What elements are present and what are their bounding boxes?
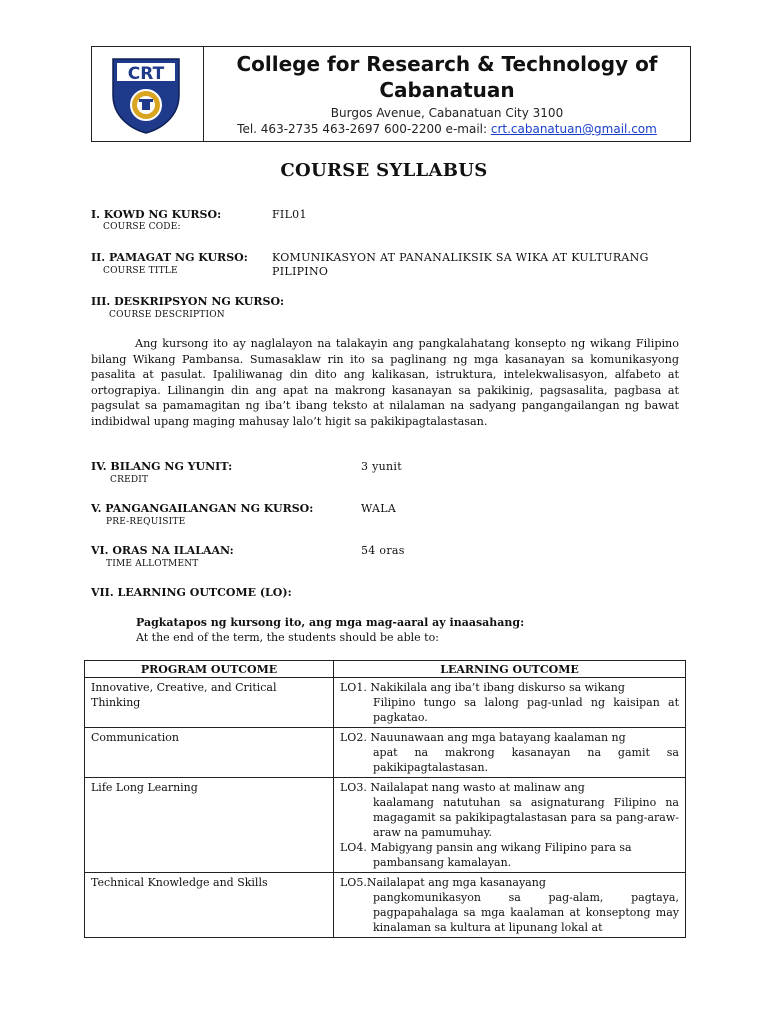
course-code-sublabel: COURSE CODE: [103, 222, 181, 232]
course-code-value: FIL01 [272, 208, 307, 221]
contact-phones: Tel. 463-2735 463-2697 600-2200 e-mail: [237, 122, 491, 136]
course-description-label: III. DESKRIPSYON NG KURSO: [91, 295, 285, 308]
lo-continuation: kaalamang natutuhan sa asignaturang Filipino na magagamit sa pakikipagtalastasan para sa pang-araw-araw na pamumuhay. [373, 796, 679, 839]
course-description-text [91, 336, 679, 430]
lo-continuation: pangkomunikasyon sa pag-alam, pagtaya, pagpapahalaga sa mga kaalaman at konseptong may kinalaman sa kultura at lipunang lokal at [373, 891, 679, 934]
learning-outcome-cell [334, 778, 686, 873]
program-outcome-cell: Innovative, Creative, and Critical Thinking [85, 678, 334, 728]
lo-intro-filipino: Pagkatapos ng kursong ito, ang mga mag-aaral ay inaasahang: [136, 616, 525, 629]
time-allotment-value: 54 oras [361, 544, 405, 557]
table-row [85, 728, 686, 778]
lo-intro-english: At the end of the term, the students should be able to: [136, 631, 439, 644]
table-header-row [85, 661, 686, 678]
learning-outcome-cell [334, 873, 686, 938]
prerequisite-label: V. PANGANGAILANGAN NG KURSO: [91, 502, 314, 515]
course-code-label: I. KOWD NG KURSO: [91, 208, 222, 221]
learning-outcome-header: LEARNING OUTCOME [334, 661, 686, 678]
table-row [85, 678, 686, 728]
learning-outcome-label: VII. LEARNING OUTCOME (LO): [91, 586, 292, 599]
document-title: COURSE SYLLABUS [280, 160, 488, 181]
prerequisite-value: WALA [361, 502, 397, 515]
lo-continuation: apat na makrong kasanayan na gamit sa pakikipagtalastasan. [373, 746, 679, 774]
lo-continuation: Filipino tungo sa lalong pag-unlad ng kaisipan at pagkatao. [373, 696, 679, 724]
credit-label: IV. BILANG NG YUNIT: [91, 460, 233, 473]
credit-sublabel: CREDIT [110, 475, 149, 485]
outcomes-table [84, 660, 686, 938]
logo-text: CRT [127, 64, 165, 84]
lo-first-line: LO5.Nailalapat ang mga kasanayang [340, 876, 546, 889]
credit-value: 3 yunit [361, 460, 402, 473]
learning-outcome-cell [334, 728, 686, 778]
lo-first-line: LO1. Nakikilala ang iba’t ibang diskurso sa wikang [340, 681, 625, 694]
logo-cell [92, 47, 204, 141]
program-outcome-cell: Communication [85, 728, 334, 778]
school-contact [204, 121, 690, 137]
course-title-label: II. PAMAGAT NG KURSO: [91, 251, 248, 264]
letterhead [91, 46, 691, 142]
course-title-value-line2: PILIPINO [272, 265, 329, 278]
school-address: Burgos Avenue, Cabanatuan City 3100 [330, 106, 564, 120]
program-outcome-cell: Technical Knowledge and Skills [85, 873, 334, 938]
lo-first-line: LO4. Mabigyang pansin ang wikang Filipino para sa [340, 841, 632, 854]
lo-first-line: LO2. Nauunawaan ang mga batayang kaalaman ng [340, 731, 626, 744]
time-allotment-label: VI. ORAS NA ILALAAN: [91, 544, 234, 557]
table-row [85, 778, 686, 873]
program-outcome-header: PROGRAM OUTCOME [85, 661, 334, 678]
school-info [204, 47, 690, 137]
crt-shield-logo [109, 55, 183, 135]
school-name: College for Research & Technology of Cabanatuan [236, 52, 658, 102]
table-row [85, 873, 686, 938]
course-title-value-line1: KOMUNIKASYON AT PANANALIKSIK SA WIKA AT KULTURANG [272, 251, 649, 264]
course-title-sublabel: COURSE TITLE [103, 266, 178, 276]
lo-continuation: pambansang kamalayan. [373, 856, 512, 869]
lo-first-line: LO3. Nailalapat nang wasto at malinaw ang [340, 781, 585, 794]
learning-outcome-cell [334, 678, 686, 728]
time-allotment-sublabel: TIME ALLOTMENT [106, 559, 199, 569]
prerequisite-sublabel: PRE-REQUISITE [106, 517, 186, 527]
course-description-sublabel: COURSE DESCRIPTION [109, 310, 225, 320]
course-description-body: Ang kursong ito ay naglalayon na talakayin ang pangkalahatang konsepto ng wikang Filipino bilang Wikang Pambansa. Sumasaklaw rin ito sa paglinang ng mga kasanayan sa komunikasyong pasalita at pasulat. Ipaliliwanag din dito ang kalikasan, istruktura, intelekwalisasyon, alfabeto at ortograpiya. Lilinangin din ang apat na makrong kasanayan sa pakikinig, pagsasalita, pagbasa at pagsulat sa pamamagitan ng iba’t ibang teksto at nilalaman na sadyang pangangailangan ng bawat indibidwal upang maging mahusay lalo’t higit sa pakikipagtalastasan. [91, 337, 679, 428]
program-outcome-cell: Life Long Learning [85, 778, 334, 873]
email-link[interactable]: crt.cabanatuan@gmail.com [490, 122, 657, 136]
